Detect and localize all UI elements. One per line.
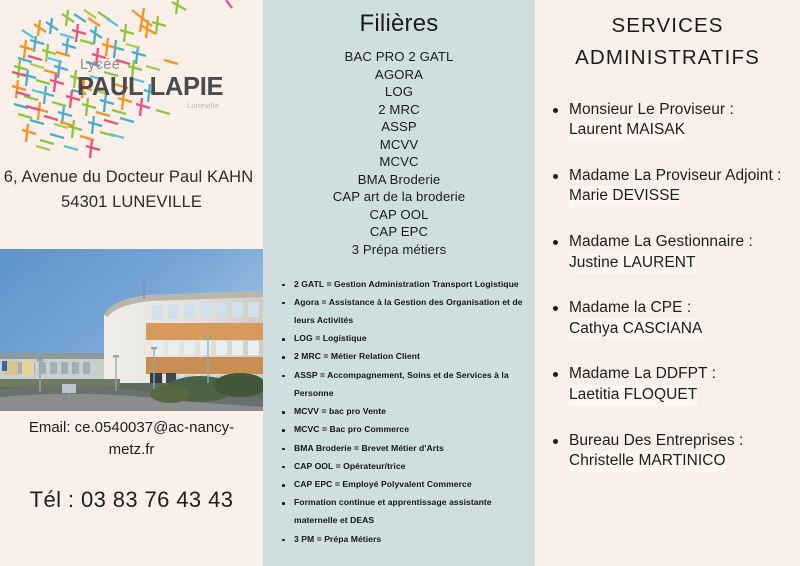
- staff-role: Madame la CPE :: [569, 299, 692, 317]
- logo-school-name: PAUL LAPIE: [77, 72, 224, 101]
- staff-item: [551, 298, 794, 339]
- contact-phone[interactable]: Tél : 03 83 76 43 43: [29, 486, 234, 512]
- school-address: [0, 168, 263, 212]
- staff-name: Marie DEVISSE: [569, 186, 680, 207]
- staff-item: [551, 166, 794, 207]
- definitions-list: [263, 275, 535, 548]
- definition-item: CAP OOL = Opérateur/trice: [281, 457, 525, 475]
- definition-item: BMA Broderie = Brevet Métier d'Arts: [281, 439, 525, 457]
- staff-item: [551, 232, 794, 273]
- definition-item: MCVC = Bac pro Commerce: [281, 420, 525, 438]
- staff-role: Monsieur Le Proviseur :: [569, 100, 734, 118]
- staff-list: [535, 100, 800, 472]
- definition-item: LOG = Logistique: [281, 329, 525, 347]
- logo-lycee-label: Lycée: [80, 57, 121, 73]
- filiere-item: BAC PRO 2 GATL: [344, 49, 454, 64]
- staff-role: Bureau Des Entreprises :: [569, 431, 744, 449]
- staff-name: Cathya CASCIANA: [569, 319, 702, 340]
- middle-panel: [263, 0, 535, 566]
- right-panel: [535, 0, 800, 566]
- filiere-item: 3 Prépa métiers: [351, 242, 447, 258]
- filiere-item: CAP OOL: [369, 206, 429, 222]
- staff-item: [551, 431, 794, 472]
- filiere-item: LOG: [384, 84, 414, 100]
- services-title: SERVICES ADMINISTRATIFS: [575, 14, 760, 69]
- filiere-item: AGORA: [374, 66, 424, 82]
- filiere-item: MCVV: [379, 136, 419, 152]
- staff-role: Madame La DDFPT :: [569, 365, 717, 383]
- filieres-list: [263, 48, 535, 259]
- filiere-item: BMA Broderie: [357, 171, 441, 187]
- staff-item: [551, 364, 794, 405]
- definition-item: Agora = Assistance à la Gestion des Organisation et de leurs Activités: [281, 293, 525, 329]
- definition-item: MCVV = bac pro Vente: [281, 402, 525, 420]
- school-logo: [0, 0, 263, 160]
- logo-city-label: Lunéville: [186, 101, 220, 110]
- logo-wordmark: [78, 58, 223, 110]
- definition-item: 3 PM = Prépa Métiers: [281, 530, 525, 548]
- definition-item: ASSP = Accompagnement, Soins et de Services à la Personne: [281, 366, 525, 402]
- definition-item: Formation continue et apprentissage assistante maternelle et DEAS: [281, 493, 525, 529]
- definition-item: 2 MRC = Métier Relation Client: [281, 347, 525, 365]
- filiere-item: CAP EPC: [369, 224, 429, 240]
- contact-email[interactable]: Email: ce.0540037@ac-nancy-metz.fr: [28, 419, 235, 458]
- filiere-item: CAP art de la broderie: [332, 189, 466, 205]
- building-photo-graphic: [0, 249, 263, 411]
- school-building-photo: [0, 249, 263, 411]
- filiere-item: 2 MRC: [378, 101, 420, 117]
- staff-role: Madame La Gestionnaire :: [569, 232, 753, 250]
- staff-item: [551, 100, 794, 141]
- staff-name: Christelle MARTINICO: [569, 451, 726, 472]
- definition-item: 2 GATL = Gestion Administration Transport Logistique: [281, 275, 525, 293]
- filieres-title: Filières: [359, 10, 439, 37]
- filiere-item: MCVC: [379, 154, 419, 170]
- definition-item: CAP EPC = Employé Polyvalent Commerce: [281, 475, 525, 493]
- address-city: 54301 LUNEVILLE: [61, 193, 202, 211]
- staff-name: Laurent MAISAK: [569, 120, 685, 141]
- contact-info: [0, 417, 263, 513]
- filiere-item: ASSP: [381, 119, 417, 135]
- left-panel: [0, 0, 263, 566]
- staff-role: Madame La Proviseur Adjoint :: [569, 166, 782, 184]
- address-street: 6, Avenue du Docteur Paul KAHN: [3, 168, 254, 186]
- staff-name: Laetitia FLOQUET: [569, 385, 697, 406]
- staff-name: Justine LAURENT: [569, 253, 696, 274]
